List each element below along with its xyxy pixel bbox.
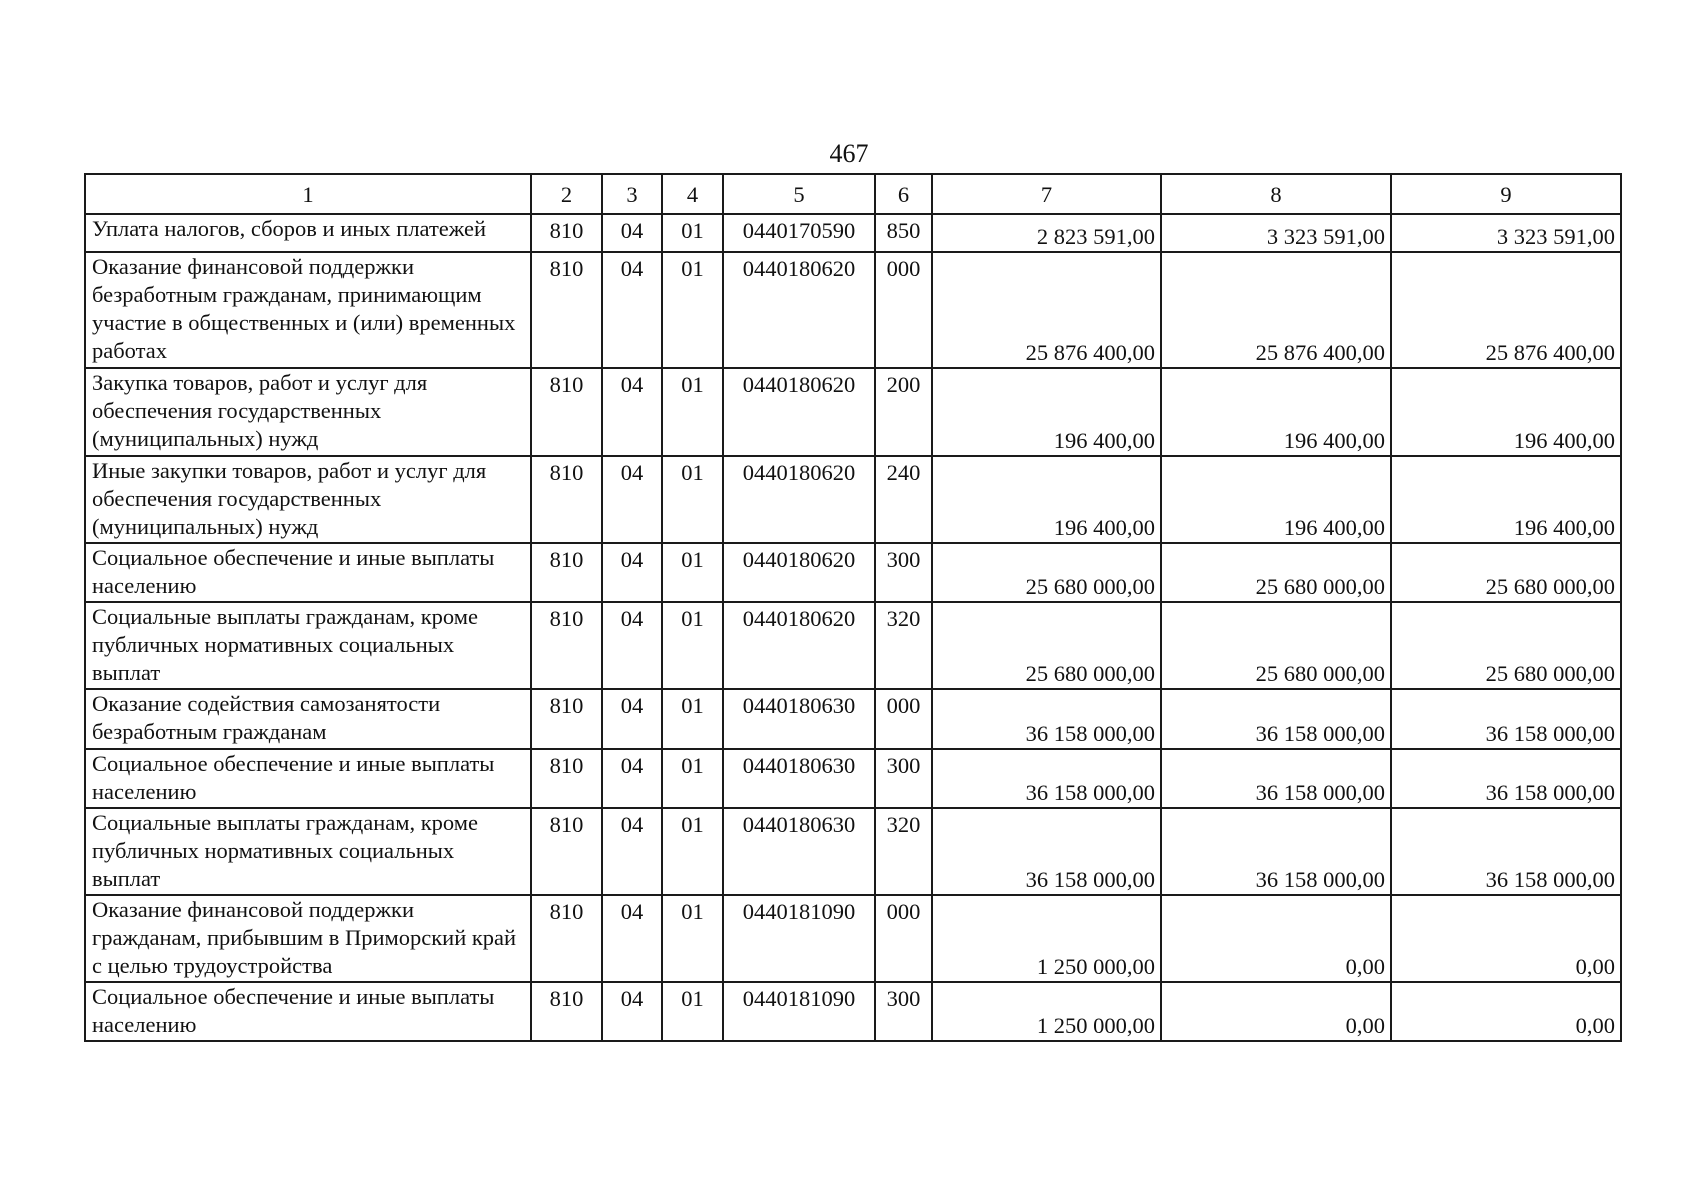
- cell-4: 01: [662, 368, 723, 456]
- amount-9: 25 680 000,00: [1391, 543, 1621, 602]
- amount-8: 25 680 000,00: [1161, 543, 1391, 602]
- cell-5: 0440180630: [723, 749, 875, 808]
- cell-4: 01: [662, 689, 723, 749]
- amount-9: 196 400,00: [1391, 368, 1621, 456]
- cell-3: 04: [602, 252, 662, 368]
- cell-4: 01: [662, 543, 723, 602]
- cell-6: 300: [875, 982, 932, 1041]
- cell-3: 04: [602, 602, 662, 689]
- cell-6: 240: [875, 456, 932, 543]
- cell-2: 810: [531, 982, 602, 1041]
- cell-3: 04: [602, 689, 662, 749]
- table-row: [85, 214, 1621, 252]
- amount-7: 36 158 000,00: [932, 689, 1161, 749]
- table-row: [85, 456, 1621, 543]
- cell-5: 0440180620: [723, 456, 875, 543]
- amount-9: 3 323 591,00: [1391, 214, 1621, 252]
- amount-8: 0,00: [1161, 982, 1391, 1041]
- cell-2: 810: [531, 689, 602, 749]
- cell-4: 01: [662, 895, 723, 982]
- cell-6: 200: [875, 368, 932, 456]
- row-name: Социальные выплаты гражданам, кроме публичных нормативных социальных выплат: [85, 602, 531, 689]
- cell-5: 0440180620: [723, 602, 875, 689]
- amount-7: 36 158 000,00: [932, 749, 1161, 808]
- row-name: Оказание финансовой поддержки безработным гражданам, принимающим участие в общественных и (или) временных работах: [85, 252, 531, 368]
- cell-4: 01: [662, 749, 723, 808]
- amount-9: 36 158 000,00: [1391, 749, 1621, 808]
- header-cell: 6: [875, 174, 932, 214]
- amount-8: 196 400,00: [1161, 456, 1391, 543]
- cell-3: 04: [602, 368, 662, 456]
- cell-4: 01: [662, 808, 723, 895]
- row-name: Социальное обеспечение и иные выплаты населению: [85, 543, 531, 602]
- cell-3: 04: [602, 749, 662, 808]
- table-row: [85, 895, 1621, 982]
- header-cell: 7: [932, 174, 1161, 214]
- row-name: Закупка товаров, работ и услуг для обеспечения государственных (муниципальных) нужд: [85, 368, 531, 456]
- row-name: Иные закупки товаров, работ и услуг для обеспечения государственных (муниципальных) нужд: [85, 456, 531, 543]
- cell-2: 810: [531, 602, 602, 689]
- cell-5: 0440180630: [723, 689, 875, 749]
- header-cell: 3: [602, 174, 662, 214]
- amount-8: 36 158 000,00: [1161, 689, 1391, 749]
- amount-8: 25 876 400,00: [1161, 252, 1391, 368]
- table-row: [85, 982, 1621, 1041]
- cell-4: 01: [662, 214, 723, 252]
- amount-7: 25 876 400,00: [932, 252, 1161, 368]
- amount-7: 36 158 000,00: [932, 808, 1161, 895]
- amount-8: 0,00: [1161, 895, 1391, 982]
- cell-6: 300: [875, 543, 932, 602]
- cell-4: 01: [662, 602, 723, 689]
- amount-7: 1 250 000,00: [932, 895, 1161, 982]
- table-row: [85, 689, 1621, 749]
- amount-8: 36 158 000,00: [1161, 808, 1391, 895]
- header-cell: 1: [85, 174, 531, 214]
- amount-7: 25 680 000,00: [932, 602, 1161, 689]
- cell-6: 300: [875, 749, 932, 808]
- row-name: Уплата налогов, сборов и иных платежей: [85, 214, 531, 252]
- cell-4: 01: [662, 982, 723, 1041]
- row-name: Социальное обеспечение и иные выплаты населению: [85, 982, 531, 1041]
- amount-9: 36 158 000,00: [1391, 808, 1621, 895]
- cell-5: 0440180620: [723, 368, 875, 456]
- cell-6: 000: [875, 252, 932, 368]
- amount-8: 3 323 591,00: [1161, 214, 1391, 252]
- row-name: Социальное обеспечение и иные выплаты населению: [85, 749, 531, 808]
- cell-4: 01: [662, 252, 723, 368]
- header-cell: 9: [1391, 174, 1621, 214]
- cell-2: 810: [531, 808, 602, 895]
- amount-9: 36 158 000,00: [1391, 689, 1621, 749]
- amount-8: 196 400,00: [1161, 368, 1391, 456]
- table-row: [85, 252, 1621, 368]
- cell-6: 000: [875, 895, 932, 982]
- table-row: [85, 808, 1621, 895]
- budget-table: [84, 173, 1622, 1042]
- header-cell: 4: [662, 174, 723, 214]
- cell-3: 04: [602, 808, 662, 895]
- cell-5: 0440181090: [723, 982, 875, 1041]
- cell-3: 04: [602, 214, 662, 252]
- amount-8: 36 158 000,00: [1161, 749, 1391, 808]
- cell-5: 0440180620: [723, 252, 875, 368]
- amount-9: 25 680 000,00: [1391, 602, 1621, 689]
- row-name: Оказание содействия самозанятости безработным гражданам: [85, 689, 531, 749]
- cell-6: 320: [875, 808, 932, 895]
- cell-3: 04: [602, 982, 662, 1041]
- cell-2: 810: [531, 252, 602, 368]
- cell-3: 04: [602, 895, 662, 982]
- header-cell: 8: [1161, 174, 1391, 214]
- cell-5: 0440170590: [723, 214, 875, 252]
- cell-2: 810: [531, 456, 602, 543]
- row-name: Социальные выплаты гражданам, кроме публичных нормативных социальных выплат: [85, 808, 531, 895]
- cell-5: 0440180620: [723, 543, 875, 602]
- row-name: Оказание финансовой поддержки гражданам, прибывшим в Приморский край с целью трудоустройства: [85, 895, 531, 982]
- cell-6: 000: [875, 689, 932, 749]
- amount-9: 196 400,00: [1391, 456, 1621, 543]
- table-row: [85, 368, 1621, 456]
- amount-7: 196 400,00: [932, 456, 1161, 543]
- amount-9: 0,00: [1391, 982, 1621, 1041]
- amount-7: 1 250 000,00: [932, 982, 1161, 1041]
- header-row: [85, 174, 1621, 214]
- amount-7: 2 823 591,00: [932, 214, 1161, 252]
- cell-5: 0440180630: [723, 808, 875, 895]
- table-row: [85, 602, 1621, 689]
- header-cell: 5: [723, 174, 875, 214]
- cell-6: 320: [875, 602, 932, 689]
- table-row: [85, 543, 1621, 602]
- amount-9: 0,00: [1391, 895, 1621, 982]
- cell-2: 810: [531, 214, 602, 252]
- amount-7: 196 400,00: [932, 368, 1161, 456]
- amount-9: 25 876 400,00: [1391, 252, 1621, 368]
- header-cell: 2: [531, 174, 602, 214]
- cell-2: 810: [531, 895, 602, 982]
- cell-5: 0440181090: [723, 895, 875, 982]
- table-row: [85, 749, 1621, 808]
- cell-4: 01: [662, 456, 723, 543]
- amount-7: 25 680 000,00: [932, 543, 1161, 602]
- cell-3: 04: [602, 456, 662, 543]
- cell-6: 850: [875, 214, 932, 252]
- cell-3: 04: [602, 543, 662, 602]
- cell-2: 810: [531, 368, 602, 456]
- cell-2: 810: [531, 543, 602, 602]
- cell-2: 810: [531, 749, 602, 808]
- page-number: 467: [829, 139, 869, 168]
- amount-8: 25 680 000,00: [1161, 602, 1391, 689]
